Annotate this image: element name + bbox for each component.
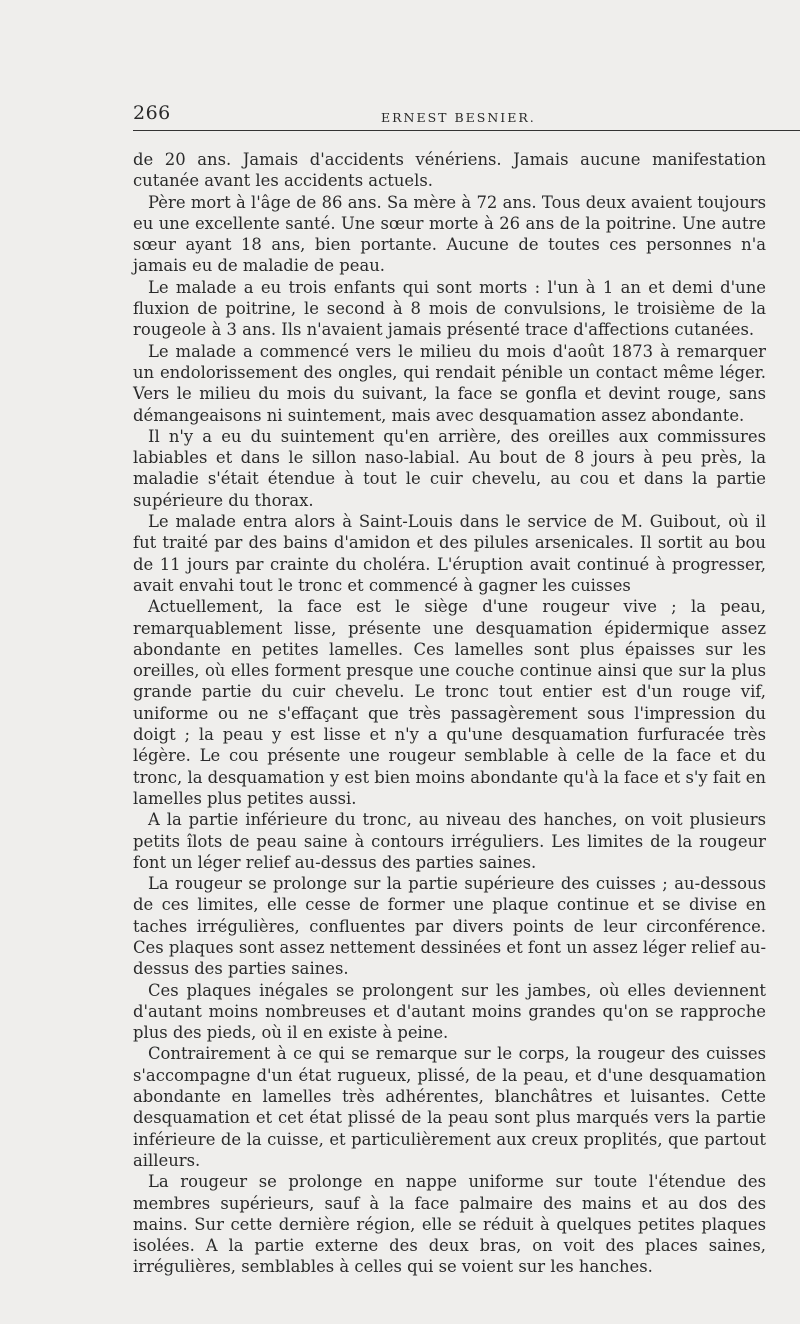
paragraph: Le malade a commencé vers le milieu du mois d'août 1873 à remarquer un endolorissement des ongles, qui rendait pénible un contact même léger. Vers le milieu du mois du suivant, la face se gonfla et devint rouge, sans démangeaisons ni suintement, mais avec desquamation assez abondante. [133,341,766,425]
body-text [133,149,766,1278]
page-number: 266 [133,102,171,124]
paragraph: Père mort à l'âge de 86 ans. Sa mère à 72 ans. Tous deux avaient toujours eu une excellente santé. Une sœur morte à 26 ans de la poitrine. Une autre sœur ayant 18 ans, bien portante. Aucune de toutes ces personnes n'a jamais eu de maladie de peau. [133,192,766,276]
paragraph: de 20 ans. Jamais d'accidents vénériens. Jamais aucune manifestation cutanée avant les accidents actuels. [133,150,766,191]
running-head: ERNEST BESNIER. [381,110,536,125]
paragraph: Ces plaques inégales se prolongent sur les jambes, où elles deviennent d'autant moins nombreuses et d'autant moins grandes qu'on se rapproche plus des pieds, où il en existe à peine. [133,980,766,1043]
paragraph: Le malade a eu trois enfants qui sont morts : l'un à 1 an et demi d'une fluxion de poitrine, le second à 8 mois de convulsions, le troisième de la rougeole à 3 ans. Ils n'avaient jamais présenté trace d'affections cutanées. [133,277,766,340]
page-header [133,102,800,130]
header-rule [133,130,800,131]
paragraph: Actuellement, la face est le siège d'une rougeur vive ; la peau, remarquablement lisse, présente une desquamation épidermique assez abondante en petites lamelles. Ces lamelles sont plus épaisses sur les oreilles, où elles forment presque une couche continue ainsi que sur la plus grande partie du cuir chevelu. Le tronc tout entier est d'un rouge vif, uniforme ou ne s'effaçant que très passagèrement sous l'impression du doigt ; la peau y est lisse et n'y a qu'une desquamation furfuracée très légère. Le cou présente une rougeur semblable à celle de la face et du tronc, la desquamation y est bien moins abondante qu'à la face et s'y fait en lamelles plus petites aussi. [133,597,766,808]
paragraph: La rougeur se prolonge en nappe uniforme sur toute l'étendue des membres supérieurs, sauf à la face palmaire des mains et au dos des mains. Sur cette dernière région, elle se réduit à quelques petites plaques isolées. A la partie externe des deux bras, on voit des places saines, irrégulières, semblables à celles qui se voient sur les hanches. [133,1172,766,1277]
paragraph: Le malade entra alors à Saint-Louis dans le service de M. Guibout, où il fut traité par des bains d'amidon et des pilules arsenicales. Il sortit au bou de 11 jours par crainte du choléra. L'éruption avait continué à progresser, avait envahi tout le tronc et commencé à gagner les cuisses [133,512,766,595]
paragraph: A la partie inférieure du tronc, au niveau des hanches, on voit plusieurs petits îlots de peau saine à contours irréguliers. Les limites de la rougeur font un léger relief au-dessus des parties saines. [133,810,766,872]
paragraph: Contrairement à ce qui se remarque sur le corps, la rougeur des cuisses s'accompagne d'un état rugueux, plissé, de la peau, et d'une desquamation abondante en lamelles très adhérentes, blanchâtres et luisantes. Cette desquamation et cet état plissé de la peau sont plus marqués vers la partie inférieure de la cuisse, et particulièrement aux creux proplités, que partout ailleurs. [133,1044,766,1170]
paragraph: La rougeur se prolonge sur la partie supérieure des cuisses ; au-dessous de ces limites, elle cesse de former une plaque continue et se divise en taches irrégulières, confluentes par divers points de leur circonférence. Ces plaques sont assez nettement dessinées et font un assez léger relief au-dessus des parties saines. [133,874,766,979]
paragraph: Il n'y a eu du suintement qu'en arrière, des oreilles aux commissures labiables et dans le sillon naso-labial. Au bout de 8 jours à peu près, la maladie s'était étendue à tout le cuir chevelu, au cou et dans la partie supérieure du thorax. [133,426,766,510]
